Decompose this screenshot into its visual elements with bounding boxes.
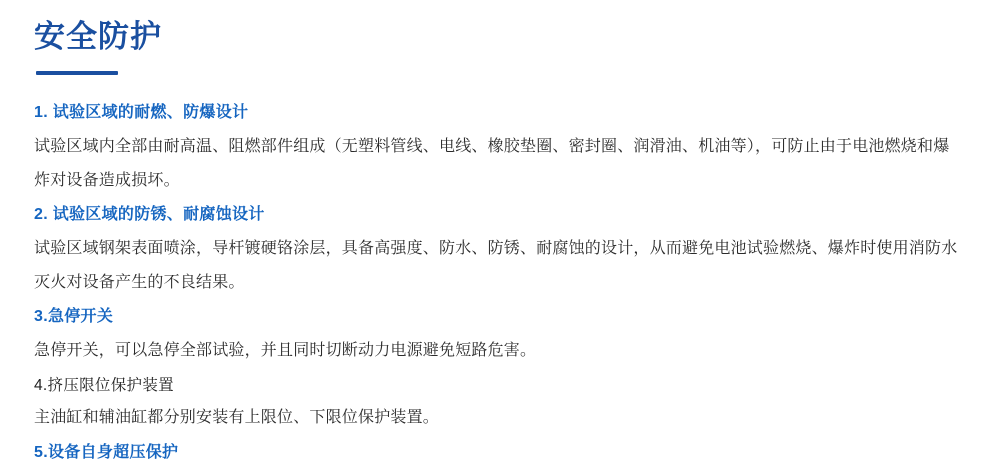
title-underline-rule: [36, 71, 118, 75]
list-item: [34, 199, 966, 299]
item-heading: 1. 试验区域的耐燃、防爆设计: [34, 104, 249, 122]
list-item: [34, 301, 966, 367]
item-text: 主油缸和辅油缸都分别安装有上限位、下限位保护装置。: [34, 409, 440, 427]
content-list: [34, 97, 966, 470]
item-heading: 3.急停开关: [34, 308, 114, 326]
item-heading: 4.挤压限位保护装置: [34, 376, 174, 394]
list-item: [34, 370, 966, 435]
item-heading: 5.设备自身超压保护: [34, 443, 179, 461]
item-heading: 2. 试验区域的防锈、耐腐蚀设计: [34, 206, 265, 224]
item-text: 试验区域钢架表面喷涂，导杆镀硬铬涂层，具备高强度、防水、防锈、耐腐蚀的设计，从而避免电池试验燃烧、爆炸时使用消防水灭火对设备产生的不良结果。: [34, 239, 958, 291]
item-text: 试验区域内全部由耐高温、阻燃部件组成（无塑料管线、电线、橡胶垫圈、密封圈、润滑油、机油等），可防止由于电池燃烧和爆炸对设备造成损坏。: [34, 137, 950, 189]
item-text: 急停开关，可以急停全部试验，并且同时切断动力电源避免短路危害。: [34, 341, 537, 359]
page-title: 安全防护: [34, 19, 162, 54]
list-item: [34, 97, 966, 197]
list-item: [34, 437, 966, 470]
